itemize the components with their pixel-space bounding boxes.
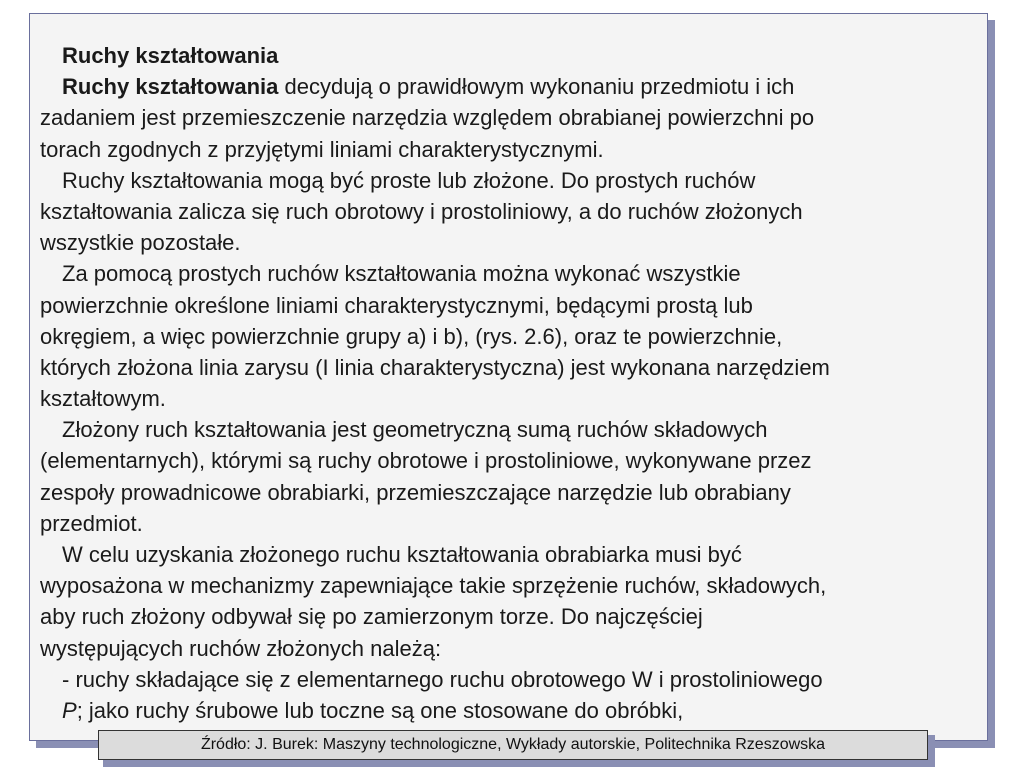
paragraph-4-line: (elementarnych), którymi są ruchy obrotowe i prostoliniowe, wykonywane przez	[40, 448, 812, 474]
paragraph-5-line: W celu uzyskania złożonego ruchu kształtowania obrabiarka musi być	[62, 542, 742, 567]
bold-term: Ruchy kształtowania	[62, 74, 279, 100]
paragraph-4-line: Złożony ruch kształtowania jest geometryczną sumą ruchów składowych	[62, 417, 768, 443]
paragraph-2-line: wszystkie pozostałe.	[40, 230, 241, 256]
heading: Ruchy kształtowania	[62, 43, 279, 68]
paragraph-3-line: okręgiem, a więc powierzchnie grupy a) i b), (rys. 2.6), oraz te powierzchnie,	[40, 323, 783, 349]
paragraph-4-line: zespoły prowadnicowe obrabiarki, przemieszczające narzędzie lub obrabiany	[40, 479, 791, 505]
paragraph-3-line: kształtowym.	[40, 386, 166, 412]
symbol-p: P	[62, 697, 77, 723]
paragraph-5-line: aby ruch złożony odbywał się po zamierzonym torze. Do najczęściej	[40, 604, 703, 630]
paragraph-1-line: zadaniem jest przemieszczenie narzędzia względem obrabianej powierzchni po	[40, 105, 815, 131]
paragraph-4-line: przedmiot.	[40, 510, 143, 536]
source-citation: Źródło: J. Burek: Maszyny technologiczne, Wykłady autorskie, Politechnika Rzeszowska	[98, 730, 928, 760]
list-item-line	[40, 695, 980, 726]
text-span: decydują o prawidłowym wykonaniu przedmiotu i ich	[278, 74, 795, 100]
paragraph-3-line: powierzchnie określone liniami charakterystycznymi, będącymi prostą lub	[40, 292, 753, 318]
slide-text	[40, 40, 980, 726]
text-span: ; jako ruchy śrubowe lub toczne są one stosowane do obróbki,	[76, 697, 684, 723]
paragraph-5-line: wyposażona w mechanizmy zapewniające takie sprzężenie ruchów, składowych,	[40, 573, 827, 599]
paragraph-2-line: Ruchy kształtowania mogą być proste lub złożone. Do prostych ruchów	[62, 167, 756, 193]
paragraph-1-line	[40, 71, 980, 102]
list-item-line: - ruchy składające się z elementarnego ruchu obrotowego W i prostoliniowego	[62, 666, 823, 692]
paragraph-3-line: Za pomocą prostych ruchów kształtowania można wykonać wszystkie	[62, 261, 741, 287]
paragraph-3-line: których złożona linia zarysu (I linia charakterystyczna) jest wykonana narzędziem	[40, 354, 830, 380]
paragraph-5-line: występujących ruchów złożonych należą:	[40, 635, 442, 661]
paragraph-2-line: kształtowania zalicza się ruch obrotowy i prostoliniowy, a do ruchów złożonych	[40, 198, 803, 224]
paragraph-1-line: torach zgodnych z przyjętymi liniami charakterystycznymi.	[40, 136, 604, 162]
